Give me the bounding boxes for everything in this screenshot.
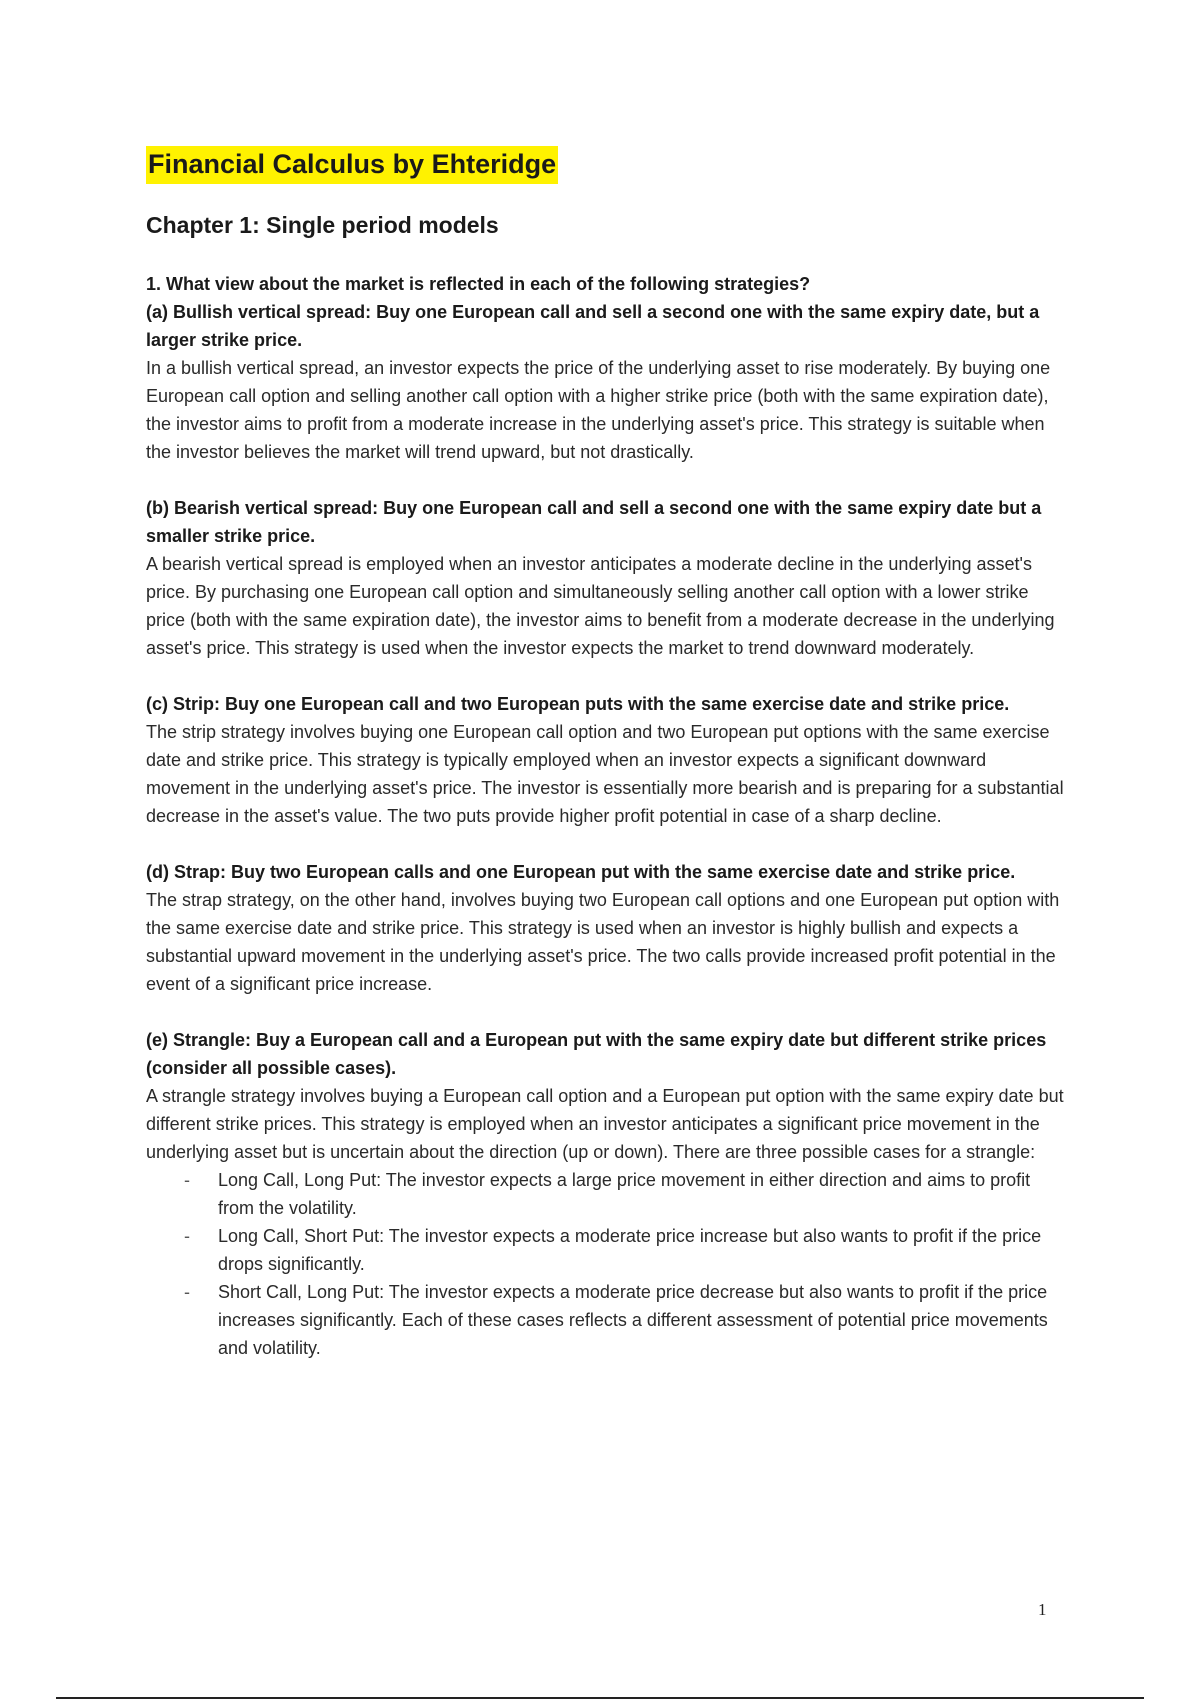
question-d: (d) Strap: Buy two European calls and one European put with the same exercise date and strike price.: [146, 861, 1016, 882]
document-content: [146, 146, 1066, 1362]
document-title: Financial Calculus by Ehteridge: [146, 146, 558, 184]
case-text: Long Call, Short Put: The investor expects a moderate price increase but also wants to profit if the price drops significantly.: [218, 1225, 1042, 1274]
section-a: [146, 298, 1066, 466]
case-text: Short Call, Long Put: The investor expects a moderate price decrease but also wants to profit if the price increases significantly. Each of these cases reflects a different assessment of potential price movements and volatility.: [218, 1281, 1048, 1358]
list-item: [184, 1166, 1066, 1222]
section-e: [146, 1026, 1066, 1362]
question-e: (e) Strangle: Buy a European call and a European put with the same expiry date but different strike prices (consider all possible cases).: [146, 1029, 1047, 1078]
bullet-marker: -: [184, 1169, 190, 1190]
question-b: (b) Bearish vertical spread: Buy one European call and sell a second one with the same expiry date but a smaller strike price.: [146, 497, 1042, 546]
question-a: (a) Bullish vertical spread: Buy one European call and sell a second one with the same expiry date, but a larger strike price.: [146, 301, 1040, 350]
list-item: [184, 1278, 1066, 1362]
section-b: [146, 494, 1066, 662]
bullet-marker: -: [184, 1225, 190, 1246]
case-text: Long Call, Long Put: The investor expects a large price movement in either direction and aims to profit from the volatility.: [218, 1169, 1031, 1218]
answer-a: In a bullish vertical spread, an investor expects the price of the underlying asset to rise moderately. By buying one European call option and selling another call option with a higher strike price (both with the same expiration date), the investor aims to profit from a moderate increase in the underlying asset's price. This strategy is suitable when the investor believes the market will trend upward, but not drastically.: [146, 357, 1051, 462]
chapter-heading: Chapter 1: Single period models: [146, 212, 499, 239]
intro-question: 1. What view about the market is reflected in each of the following strategies?: [146, 273, 811, 294]
section-d: [146, 858, 1066, 998]
section-c: [146, 690, 1066, 830]
page-number: 1: [1038, 1600, 1047, 1619]
page-bottom-divider: [56, 1697, 1144, 1699]
answer-d: The strap strategy, on the other hand, involves buying two European call options and one European put option with the same exercise date and strike price. This strategy is used when an investor is highly bullish and expects a substantial upward movement in the underlying asset's price. The two calls provide increased profit potential in the event of a significant price increase.: [146, 889, 1060, 994]
answer-e: A strangle strategy involves buying a European call option and a European put option with the same expiry date but different strike prices. This strategy is employed when an investor anticipates a significant price movement in the underlying asset but is uncertain about the direction (up or down). There are three possible cases for a strangle:: [146, 1085, 1064, 1162]
question-c: (c) Strip: Buy one European call and two European puts with the same exercise date and strike price.: [146, 693, 1010, 714]
answer-c: The strip strategy involves buying one European call option and two European put options with the same exercise date and strike price. This strategy is typically employed when an investor expects a significant downward movement in the underlying asset's price. The investor is essentially more bearish and is preparing for a substantial decrease in the asset's value. The two puts provide higher profit potential in case of a sharp decline.: [146, 721, 1064, 826]
strangle-cases-list: [146, 1166, 1066, 1362]
list-item: [184, 1222, 1066, 1278]
bullet-marker: -: [184, 1281, 190, 1302]
answer-b: A bearish vertical spread is employed when an investor anticipates a moderate decline in the underlying asset's price. By purchasing one European call option and simultaneously selling another call option with a lower strike price (both with the same expiration date), the investor aims to benefit from a moderate decrease in the underlying asset's price. This strategy is used when the investor expects the market to trend downward moderately.: [146, 553, 1055, 658]
